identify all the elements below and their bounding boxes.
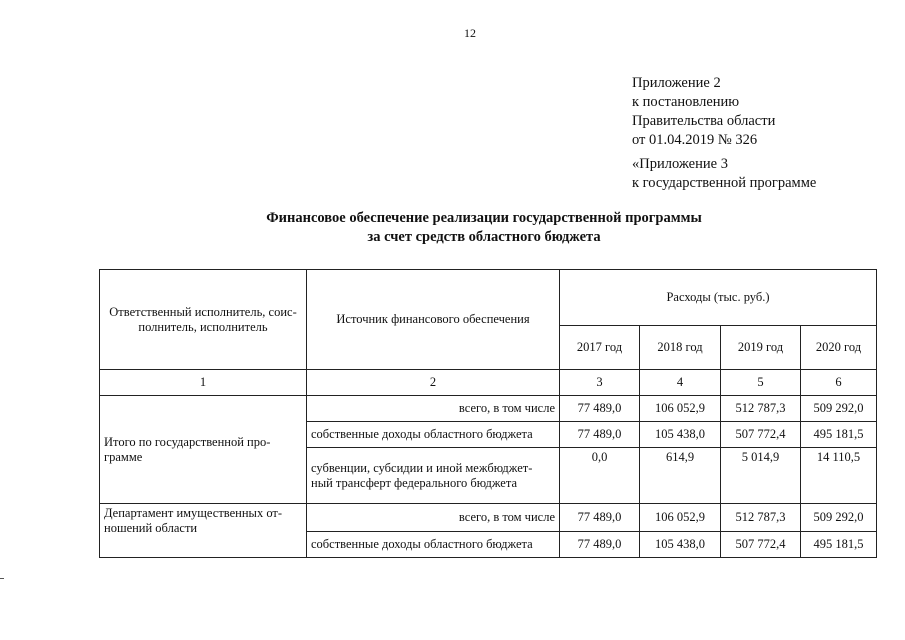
column-number: 6 xyxy=(801,370,877,396)
table-header-row xyxy=(100,270,877,326)
appendix-block xyxy=(632,74,775,150)
header-source xyxy=(307,270,560,370)
appendix-line: к постановлению xyxy=(632,94,740,110)
value-cell: 507 772,4 xyxy=(721,422,801,448)
value-cell: 512 787,3 xyxy=(721,396,801,422)
value-cell: 509 292,0 xyxy=(801,396,877,422)
header-executor-text: Ответственный исполнитель, соис- полнитель, исполнитель xyxy=(109,304,297,334)
column-number: 1 xyxy=(100,370,307,396)
source-cell: собственные доходы областного бюджета xyxy=(307,422,560,448)
title-line: Финансовое обеспечение реализации государственной программы xyxy=(266,210,702,226)
header-executor xyxy=(100,270,307,370)
header-expenses-text: Расходы (тыс. руб.) xyxy=(666,290,770,304)
executor-text: Департамент имущественных от- ношений области xyxy=(104,506,283,535)
source-cell: всего, в том числе xyxy=(307,396,560,422)
column-number: 4 xyxy=(640,370,721,396)
header-year: 2018 год xyxy=(640,326,721,370)
appendix-line: от 01.04.2019 № 326 xyxy=(632,132,758,148)
value-cell: 77 489,0 xyxy=(560,532,640,558)
value-cell: 507 772,4 xyxy=(721,532,801,558)
column-numbers-row xyxy=(100,370,877,396)
table-row xyxy=(100,396,877,422)
value-cell: 106 052,9 xyxy=(640,504,721,532)
header-year: 2017 год xyxy=(560,326,640,370)
value-cell: 77 489,0 xyxy=(560,396,640,422)
appendix-line: к государственной программе xyxy=(632,175,817,191)
column-number: 5 xyxy=(721,370,801,396)
page-number: 12 xyxy=(464,26,476,40)
source-cell: собственные доходы областного бюджета xyxy=(307,532,560,558)
value-cell: 106 052,9 xyxy=(640,396,721,422)
margin-mark xyxy=(0,578,4,579)
value-cell: 614,9 xyxy=(640,448,721,504)
budget-table xyxy=(99,269,877,558)
executor-cell xyxy=(100,504,307,558)
column-number: 2 xyxy=(307,370,560,396)
appendix-line: Правительства области xyxy=(632,113,776,129)
header-source-text: Источник финансового обеспечения xyxy=(336,312,530,326)
table-row xyxy=(100,504,877,532)
appendix-line: «Приложение 3 xyxy=(632,156,728,172)
column-number: 3 xyxy=(560,370,640,396)
value-cell: 105 438,0 xyxy=(640,532,721,558)
executor-cell xyxy=(100,396,307,504)
title-line: за счет средств областного бюджета xyxy=(367,229,601,245)
value-cell: 5 014,9 xyxy=(721,448,801,504)
value-cell: 509 292,0 xyxy=(801,504,877,532)
header-year: 2019 год xyxy=(721,326,801,370)
source-cell: всего, в том числе xyxy=(307,504,560,532)
value-cell: 77 489,0 xyxy=(560,504,640,532)
source-text: субвенции, субсидии и иной межбюджет- ный трансферт федерального бюджета xyxy=(311,460,533,490)
appendix-line: Приложение 2 xyxy=(632,75,721,91)
value-cell: 105 438,0 xyxy=(640,422,721,448)
header-year: 2020 год xyxy=(801,326,877,370)
value-cell: 512 787,3 xyxy=(721,504,801,532)
value-cell: 14 110,5 xyxy=(801,448,877,504)
program-appendix-block xyxy=(632,155,816,193)
executor-text: Итого по государственной про- грамме xyxy=(104,434,271,464)
value-cell: 77 489,0 xyxy=(560,422,640,448)
source-cell xyxy=(307,448,560,504)
document-title xyxy=(0,209,905,247)
value-cell: 495 181,5 xyxy=(801,532,877,558)
value-cell: 0,0 xyxy=(560,448,640,504)
header-expenses xyxy=(560,270,877,326)
value-cell: 495 181,5 xyxy=(801,422,877,448)
